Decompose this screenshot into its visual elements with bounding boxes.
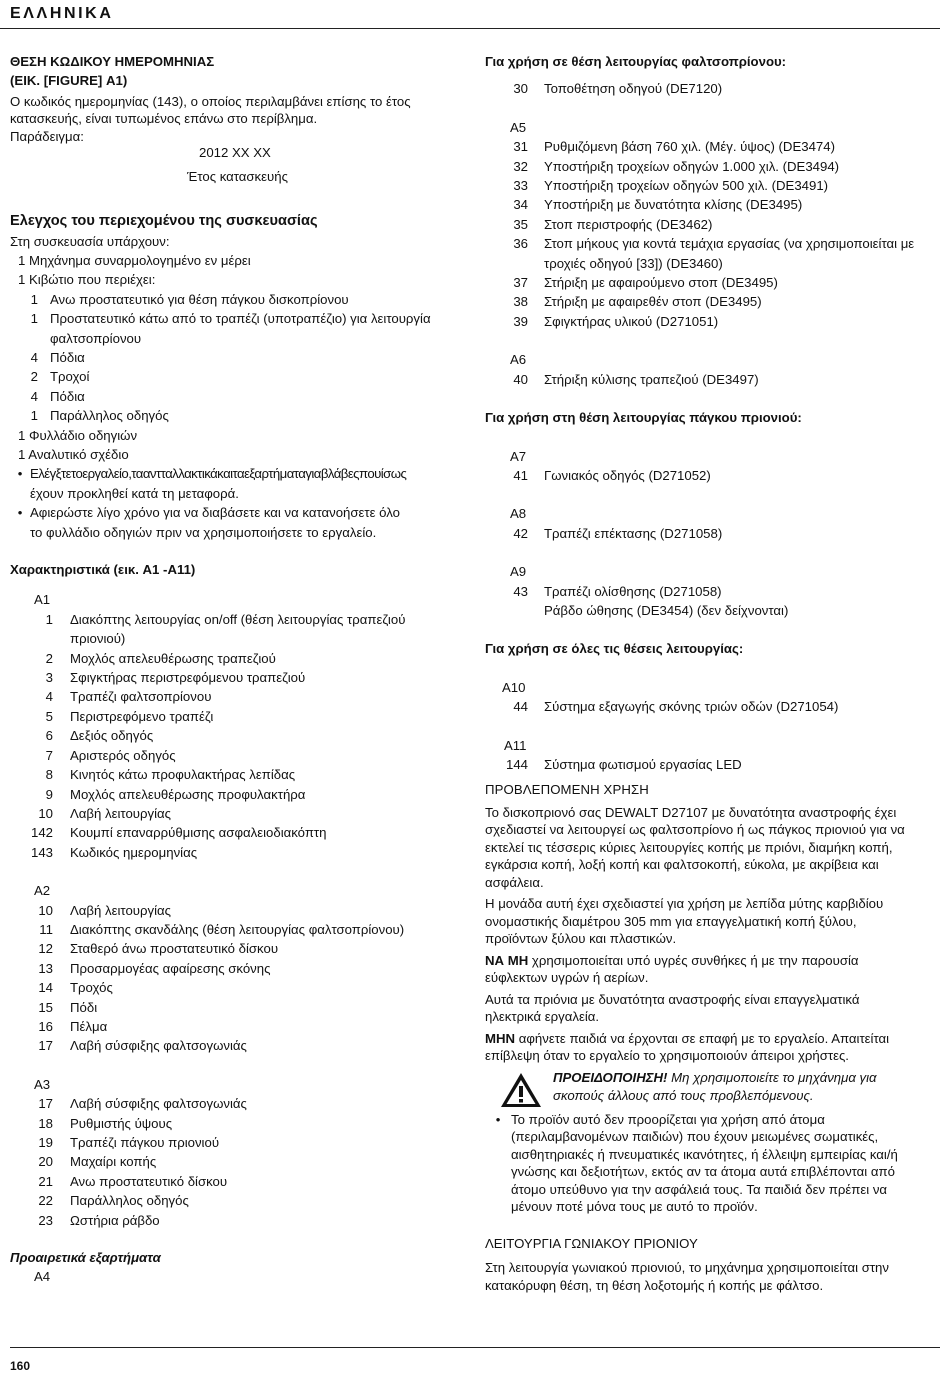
group-label: A10 [502,679,526,695]
package-item: 1 Φυλλάδιο οδηγιών [18,427,138,443]
page-number: 160 [10,1359,31,1373]
list-item [10,610,465,629]
list-item [10,668,465,687]
text-line: Στη λειτουργία γωνιακού πριονιού, το μηχάνημα χρησιμοποιείται στην [485,1260,889,1276]
list-item [10,1036,465,1055]
item-number: 39 [513,313,528,329]
package-intro: Στη συσκευασία υπάρχουν: [10,233,170,249]
group-label: A5 [510,119,527,135]
item-number: 37 [513,275,528,291]
group-label: A1 [34,592,51,608]
list-item [10,1172,465,1191]
left-column [10,52,465,1287]
item-text: Διακόπτης σκανδάλης (θέση λειτουργίας φαλτσοπρίονου) [70,921,405,937]
item-number: 4 [30,388,38,404]
list-item [485,524,940,543]
text-line: ηλεκτρικά εργαλεία. [485,1009,600,1025]
item-text: Προστατευτικό κάτω από το τραπέζι (υποτραπέζιο) για λειτουργία [50,311,431,327]
item-number: 21 [38,1173,53,1189]
item-number: 17 [38,1038,53,1054]
text-line: αφήνετε παιδιά να έρχονται σε επαφή με το εργαλείο. Απαιτείται [515,1030,890,1046]
item-text: Στήριξη με αφαιρούμενο στοπ (DE3495) [544,275,778,291]
item-number: 2 [45,650,53,666]
example-label: Παράδειγμα: [10,128,84,144]
list-item [10,1211,465,1230]
list-item [10,1152,465,1171]
header-rule [0,28,940,29]
intended-use-section [485,780,940,1215]
item-text: Τραπέζι φαλτσοπρίονου [70,689,212,705]
list-item [30,367,465,386]
text-line: Το προϊόν αυτό δεν προορίζεται για χρήση από άτομα [511,1111,825,1127]
list-item [485,254,940,273]
item-text: Τραπέζι ολίσθησης (D271058) [544,583,722,599]
item-text: Στοπ περιστροφής (DE3462) [544,216,713,232]
bullet-text: έχουν προκληθεί κατά τη μεταφορά. [30,485,239,501]
accessory-groups [485,79,940,774]
item-number: 22 [38,1193,53,1209]
text-line: μένουν ποτέ μόνα τους με αυτό το προϊόν. [511,1199,758,1215]
item-number: 4 [45,689,53,705]
warning-text: σκοπούς άλλους από τους προβλεπόμενους. [553,1087,814,1103]
item-number: 41 [513,467,528,483]
item-text: Ράβδο ώθησης (DE3454) (δεν δείχνονται) [544,602,789,618]
list-item [485,157,940,176]
section-title: Για χρήση σε όλες τις θέσεις λειτουργίας: [485,641,744,657]
list-item [485,137,940,156]
item-number: 7 [45,747,53,763]
item-text: Ανω προστατευτικό δίσκου [70,1173,228,1189]
example-caption: Έτος κατασκευής [187,168,288,184]
list-item [10,687,465,706]
item-number: 143 [30,844,53,860]
item-text: Προσαρμογέας αφαίρεσης σκόνης [70,960,271,976]
item-text: Σύστημα εξαγωγής σκόνης τριών οδών (D271054) [544,699,839,715]
item-text: Τοποθέτηση οδηγού (DE7120) [544,81,723,97]
date-code-title: ΘΕΣΗ ΚΩΔΙΚΟΥ ΗΜΕΡΟΜΗΝΙΑΣ [10,54,215,69]
text-line: εγκάρσια κοπή, λοξή κοπή και φαλτσοκοπή, εύκολα, με ακρίβεια και [485,857,879,873]
list-item [30,309,465,328]
text-line: επίβλεψη όταν το εργαλείο το χρησιμοποιούν άπειροι χρήστες. [485,1048,849,1064]
item-number: 10 [38,902,53,918]
item-text: Πόδι [70,999,98,1015]
item-number: 23 [38,1212,53,1228]
item-text: Τραπέζι επέκτασης (D271058) [544,525,723,541]
mitre-operation-title: ΛΕΙΤΟΥΡΓΙΑ ΓΩΝΙΑΚΟΥ ΠΡΙΟΝΙΟΥ [485,1235,698,1251]
item-text: Υποστήριξη με δυνατότητα κλίσης (DE3495) [544,197,803,213]
list-item [485,215,940,234]
date-code-subtitle: (ΕΙΚ. [FIGURE] A1) [10,73,128,89]
warning-label: ΠΡΟΕΙΔΟΠΟΙΗΣΗ! [553,1069,668,1085]
list-item [10,707,465,726]
item-text: Παράλληλος οδηγός [70,1193,189,1209]
item-text: Κωδικός ημερομηνίας [70,844,198,860]
item-number: 2 [30,369,38,385]
item-text: Ανω προστατευτικό για θέση πάγκου δισκοπρίονου [50,291,349,307]
warning-block [485,1069,940,1109]
item-text: Ρυθμιζόμενη βάση 760 χιλ. (Μέγ. ύψος) (DE3474) [544,139,835,155]
item-number: 1 [30,311,38,327]
list-item [485,273,940,292]
item-number [10,629,53,648]
list-item [10,1114,465,1133]
list-item [10,1017,465,1036]
text-line: αισθητηριακές ή πνευματικές ικανότητες, ή έλλειψη εμπειρίας και/ή [511,1146,898,1162]
list-item [485,370,940,389]
item-text: Μαχαίρι κοπής [70,1154,157,1170]
item-number: 38 [513,294,528,310]
item-text: Μοχλός απελευθέρωσης προφυλακτήρα [70,786,306,802]
item-number: 17 [38,1096,53,1112]
item-text: Δεξιός οδηγός [70,728,154,744]
item-number [485,254,528,273]
item-text: Σφιγκτήρας υλικού (D271051) [544,313,719,329]
list-item [10,998,465,1017]
list-item [485,195,940,214]
item-number: 9 [45,786,53,802]
package-title: Ελεγχος του περιεχομένου της συσκευασίας [10,213,318,230]
bullet-text: Ελέγξτετοεργαλείο,τααντταλλακτικάκαιταεξαρτήματαγιαβλάβεςπουίσως [30,466,407,482]
list-item [10,823,465,842]
feature-groups [10,590,465,1230]
item-text: Υποστήριξη τροχείων οδηγών 1.000 χιλ. (DE3494) [544,158,840,174]
intended-p2 [485,895,940,948]
footer-rule [10,1347,940,1348]
item-text: Διακόπτης λειτουργίας on/off (θέση λειτουργίας τραπεζιού [70,611,406,627]
item-number: 30 [513,81,528,97]
item-number: 31 [513,139,528,155]
list-item [10,765,465,784]
item-number: 15 [38,999,53,1015]
text-line: Αυτά τα πριόνια με δυνατότητα αναστροφής είναι επαγγελματικά [485,991,860,1007]
item-number: 1 [30,291,38,307]
item-number: 19 [38,1135,53,1150]
emphasis: ΜΗΝ [485,1030,516,1046]
item-number: 1 [45,611,53,627]
group-label: A2 [34,883,51,899]
list-item [10,1094,465,1113]
list-item [485,292,940,311]
group-label: A7 [510,448,527,464]
miter-accessories-title: Για χρήση σε θέση λειτουργίας φαλτσοπρίονου: [485,54,787,69]
item-text: Ρυθμιστής ύψους [70,1115,173,1131]
text-line: σχεδιαστεί να λειτουργεί ως φαλτσοπρίονο ή ως πάγκος πριονιού για να [485,822,905,838]
bullet-item [10,464,465,503]
optional-title: Προαιρετικά εξαρτήματα [10,1250,161,1266]
item-text: Παράλληλος οδηγός [50,408,169,424]
item-text: Σφιγκτήρας περιστρεφόμενου τραπεζιού [70,670,306,686]
bullet-text: Αφιερώστε λίγο χρόνο για να διαβάσετε και να κατανοήσετε όλο [30,505,400,521]
item-number: 20 [38,1154,53,1170]
text-line: προϊόντων ξύλου και πλαστικών. [485,931,677,947]
item-text: Λαβή σύσφιξης φαλτσογωνιάς [70,1096,247,1112]
text-line: κατακόρυφη θέση, τη θέση λοξοτομής ή κοπής με φάλτσο. [485,1277,824,1293]
list-item [30,348,465,367]
item-number [30,329,38,348]
item-text: Στήριξη κύλισης τραπεζιού (DE3497) [544,371,759,387]
list-item [10,726,465,745]
package-item: 1 Κιβώτιο που περιέχει: [18,272,156,288]
item-number: 44 [513,699,528,715]
intended-p4 [485,991,940,1026]
bullet-dot: • [495,1111,501,1127]
text-line: ασφάλεια. [485,874,544,890]
item-number: 36 [513,236,528,252]
group-label: A3 [34,1076,51,1092]
intended-p3 [485,952,940,987]
item-text: τροχιές οδηγού [33]) (DE3460) [544,255,723,271]
text-line: Η μονάδα αυτή έχει σχεδιαστεί για χρήση με λεπίδα μύτης καρβιδίου [485,896,884,912]
list-item [10,629,465,648]
bullet-dot: • [17,505,23,521]
warning-triangle-icon [499,1071,543,1109]
text-line: ονομαστικής διαμέτρου 305 mm για επαγγελματική κοπή ξύλου, [485,913,857,929]
item-number: 40 [513,371,528,387]
item-number: 42 [513,525,528,541]
item-text: Λαβή λειτουργίας [70,805,171,821]
item-text: Γωνιακός οδηγός (D271052) [544,467,711,483]
list-item [30,329,465,348]
mitre-operation-section [485,1234,940,1294]
list-item [485,601,940,620]
item-text: Πέλμα [70,1018,108,1034]
item-number: 11 [39,921,53,937]
item-text: Τραπέζι πάγκου πριονιού [70,1135,220,1150]
list-item [10,978,465,997]
group-label: A4 [34,1269,51,1285]
package-sublist [10,290,465,426]
group-label: A6 [510,352,527,368]
item-text: Αριστερός οδηγός [70,747,176,763]
group-label: A8 [510,506,527,522]
item-number: 13 [38,960,53,976]
bullet-item [10,503,465,542]
item-number: 1 [30,408,38,424]
intended-p1 [485,804,940,892]
item-number: 3 [45,670,53,686]
item-number: 8 [45,767,53,783]
item-text: Πόδια [50,349,85,365]
item-number: 33 [513,178,528,194]
list-item [10,1191,465,1210]
features-title: Χαρακτηριστικά (εικ. A1 -A11) [10,562,196,578]
item-number: 4 [30,349,38,365]
item-number: 12 [38,941,53,957]
list-item [485,697,940,716]
item-text: Περιστρεφόμενο τραπέζι [70,708,214,724]
item-number: 18 [38,1115,53,1131]
list-item [10,1133,465,1152]
package-item: 1 Μηχάνημα συναρμολογημένο εν μέρει [18,252,251,268]
group-label: A11 [504,737,527,753]
list-item [10,920,465,939]
right-column [485,52,940,1294]
list-item [10,959,465,978]
group-label: A9 [510,564,527,580]
list-item [10,901,465,920]
list-item [10,804,465,823]
bullet-item [485,1111,940,1216]
item-text: Στοπ μήκους για κοντά τεμάχια εργασίας (να χρησιμοποιείται με [544,236,915,252]
item-number: 32 [513,158,528,174]
intended-p5 [485,1030,940,1065]
package-item: 1 Αναλυτικό σχέδιο [18,447,129,462]
bullet-text: το φυλλάδιο οδηγιών πριν να χρησιμοποιήσετε το εργαλείο. [30,524,377,540]
item-number: 142 [30,825,53,841]
list-item [30,290,465,309]
item-number: 5 [45,708,53,724]
section-title: Για χρήση στη θέση λειτουργίας πάγκου πριονιού: [485,410,802,426]
item-number: 14 [38,980,53,996]
text-line: Το δισκοπριονό σας DEWALT D27107 με δυνατότητα αναστροφής έχει [485,804,897,820]
list-item [30,406,465,425]
list-item [30,387,465,406]
text-line: χρησιμοποιείται υπό υγρές συνθήκες ή με την παρουσία [528,952,859,968]
list-item [10,939,465,958]
list-item [485,312,940,331]
list-item [485,755,940,774]
date-code-text: κατασκευής, είναι τυπωμένος επάνω στο περίβλημα. [10,111,318,127]
item-text: Πόδια [50,388,85,404]
item-text: Στήριξη με αφαιρεθέν στοπ (DE3495) [544,294,762,310]
text-line: εύφλεκτων υγρών ή αερίων. [485,970,649,986]
item-text: Κουμπί επαναρρύθμισης ασφαλειοδιακόπτη [70,825,327,841]
item-text: Κινητός κάτω προφυλακτήρας λεπίδας [70,767,296,783]
warning-text: Μη χρησιμοποιείτε το μηχάνημα για [667,1069,877,1085]
language-header: ΕΛΛΗΝΙΚΑ [10,5,114,22]
item-text: Ωστήρια ράβδο [70,1212,160,1228]
list-item [10,843,465,862]
item-text: Λαβή σύσφιξης φαλτσογωνιάς [70,1038,247,1054]
list-item [10,785,465,804]
item-number: 43 [513,583,528,599]
list-item [485,234,940,253]
list-item [485,582,940,601]
item-number: 6 [45,728,53,744]
item-number: 10 [38,805,53,821]
item-number: 144 [505,756,528,772]
emphasis: ΝΑ ΜΗ [485,952,529,968]
list-item [485,466,940,485]
item-text: Τροχός [70,980,113,996]
item-text: Λαβή λειτουργίας [70,902,171,918]
list-item [10,746,465,765]
item-number: 34 [513,197,528,213]
date-code-text: Ο κωδικός ημερομηνίας (143), ο οποίος περιλαμβάνει επίσης το έτος [10,93,411,109]
item-text: φαλτσοπρίονου [50,330,142,346]
text-line: γνώσης και δεξιοτήτων, εκτός αν τα άτομα αυτά επιβλέπονται από [511,1164,895,1180]
intended-use-title: ΠΡΟΒΛΕΠΟΜΕΝΗ ΧΡΗΣΗ [485,782,649,798]
item-text: Τροχοί [50,369,90,385]
item-text: Μοχλός απελευθέρωσης τραπεζιού [70,650,276,666]
item-text: Σταθερό άνω προστατευτικό δίσκου [70,941,279,957]
text-line: εκτελεί τις τέσσερις κύριες λειτουργίες κοπής με πριόνι, διαμήκη κοπή, [485,839,893,855]
item-number: 16 [38,1018,53,1034]
list-item [10,649,465,668]
text-line: άτομο υπεύθυνο για την ασφάλειά τους. Τα παιδιά δεν πρέπει να [511,1181,888,1197]
example-value: 2012 XX XX [199,145,271,161]
item-text: Υποστήριξη τροχείων οδηγών 500 χιλ. (DE3491) [544,178,829,194]
item-text: Σύστημα φωτισμού εργασίας LED [544,756,742,772]
list-item [485,79,940,98]
list-item [485,176,940,195]
item-number: 35 [513,216,528,232]
text-line: (περιλαμβανομένων παιδιών) που έχουν μειωμένες σωματικές, [511,1129,879,1145]
item-number [485,601,528,620]
item-text: πριονιού) [70,631,126,647]
bullet-dot: • [17,466,23,482]
